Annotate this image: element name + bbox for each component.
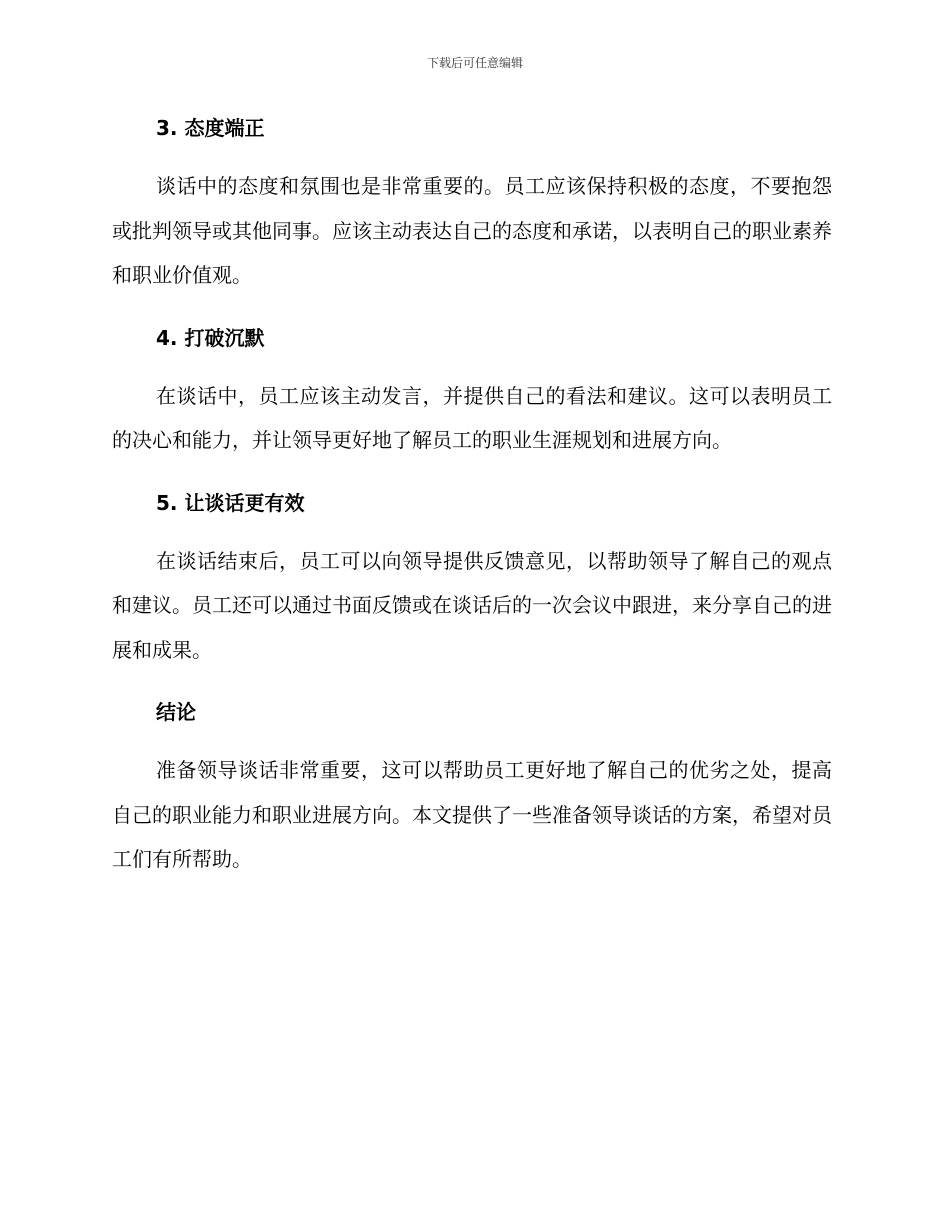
section-paragraph-conclusion: 准备领导谈话非常重要，这可以帮助员工更好地了解自己的优劣之处，提高自己的职业能力和职业进展方向。本文提供了一些准备领导谈话的方案，希望对员工们有所帮助。 <box>112 758 832 871</box>
section-heading-attitude: 3. 态度端正 <box>156 116 265 140</box>
section-heading-conclusion: 结论 <box>156 700 196 724</box>
section-heading-effective-talk: 5. 让谈话更有效 <box>156 490 305 515</box>
section-paragraph-attitude: 谈话中的态度和氛围也是非常重要的。员工应该保持积极的态度，不要抱怨或批判领导或其他同事。应该主动表达自己的态度和承诺，以表明自己的职业素养和职业价值观。 <box>112 174 832 287</box>
section-paragraph-effective-talk: 在谈话结束后，员工可以向领导提供反馈意见，以帮助领导了解自己的观点和建议。员工还可以通过书面反馈或在谈话后的一次会议中跟进，来分享自己的进展和成果。 <box>112 548 832 662</box>
page-header: 下载后可任意编辑 <box>426 56 523 70</box>
section-paragraph-break-silence: 在谈话中，员工应该主动发言，并提供自己的看法和建议。这可以表明员工的决心和能力，并让领导更好地了解员工的职业生涯规划和进展方向。 <box>112 383 832 452</box>
document-body <box>112 112 832 882</box>
section-heading-break-silence: 4. 打破沉默 <box>156 325 265 350</box>
